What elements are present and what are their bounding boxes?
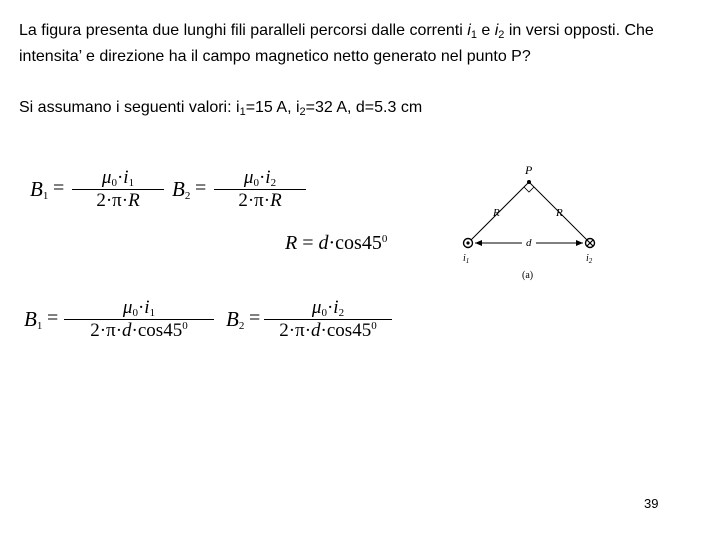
mu-subscript: 0	[111, 177, 117, 189]
d-symbol: d	[122, 320, 132, 341]
label-i1-sub: 1	[465, 257, 470, 265]
r-symbol: R	[270, 190, 282, 211]
formula-b2-r	[172, 167, 282, 217]
equals-sign: =	[53, 177, 65, 199]
problem-text-2: in versi opposti. Che intensita’ e direzione ha il campo magnetico netto generato nel punto P?	[19, 22, 654, 65]
formula-r-definition	[285, 232, 387, 255]
formula-b2-d	[226, 297, 396, 347]
fraction	[214, 167, 306, 212]
wire-diagram	[450, 160, 620, 285]
denominator	[264, 319, 392, 342]
fraction	[72, 167, 164, 212]
current-i1: i	[467, 22, 471, 39]
i-symbol: i	[333, 297, 339, 318]
two-pi: 2·π·	[238, 190, 271, 211]
b-symbol: B	[24, 307, 37, 331]
current-i1-sub: 1	[470, 29, 477, 41]
cos-term: ·cos45	[131, 320, 183, 341]
two-pi: 2·π·	[279, 320, 312, 341]
b-subscript: 2	[238, 320, 245, 332]
numerator	[214, 167, 306, 189]
point-p	[527, 180, 531, 184]
current-i2: i	[494, 22, 499, 39]
equals-sign: =	[195, 177, 207, 199]
numerator	[264, 297, 392, 319]
i-subscript: 1	[149, 307, 156, 319]
denominator	[64, 319, 214, 342]
degree-mark: 0	[371, 320, 377, 332]
dot: ·	[258, 167, 266, 188]
d-symbol: d	[311, 320, 321, 341]
i-symbol: i	[144, 297, 150, 318]
wire-2	[586, 239, 595, 248]
page-number: 39	[644, 496, 659, 511]
i-symbol: i	[123, 167, 129, 188]
dot: ·	[137, 297, 145, 318]
label-i2	[586, 253, 593, 265]
denominator	[72, 189, 164, 212]
mu-symbol: μ	[311, 297, 322, 318]
label-i1	[463, 253, 469, 265]
mu-symbol: μ	[122, 297, 133, 318]
fraction	[264, 297, 392, 342]
i-symbol: i	[265, 167, 271, 188]
denominator	[214, 189, 306, 212]
values-i2-sub: 2	[299, 106, 306, 118]
equals-sign: =	[249, 307, 261, 329]
mu-subscript: 0	[321, 307, 327, 319]
b-subscript: 1	[42, 190, 49, 202]
given-values	[19, 97, 422, 123]
formula-b1-d	[24, 297, 194, 347]
r-symbol: R	[128, 190, 140, 211]
label-i1-var: i	[463, 253, 466, 264]
values-prefix: Si assumano i seguenti valori: i	[19, 99, 240, 116]
label-i2-var: i	[586, 253, 589, 264]
fraction	[64, 297, 214, 342]
equals-sign: =	[47, 307, 59, 329]
label-r-left: R	[493, 207, 500, 219]
b-symbol: B	[226, 307, 239, 331]
degree-mark: 0	[182, 320, 188, 332]
values-i1-rest: =15 A, i	[245, 99, 300, 116]
values-i2-rest: =32 A, d=5.3 cm	[305, 99, 423, 116]
equals-sign: =	[302, 232, 314, 254]
i-subscript: 2	[270, 177, 277, 189]
mu-subscript: 0	[253, 177, 259, 189]
b-subscript: 1	[36, 320, 43, 332]
b-symbol: B	[30, 177, 43, 201]
dot: ·	[326, 297, 334, 318]
cos-term: ·cos45	[320, 320, 372, 341]
label-d: d	[526, 237, 532, 249]
label-p: P	[525, 163, 533, 177]
mu-symbol: μ	[243, 167, 254, 188]
problem-statement	[19, 20, 699, 68]
problem-text-1: La figura presenta due lunghi fili paralleli percorsi dalle correnti	[19, 22, 468, 39]
mu-symbol: μ	[101, 167, 112, 188]
i-subscript: 2	[338, 307, 345, 319]
numerator	[64, 297, 214, 319]
wire-1	[464, 239, 473, 248]
label-r-right: R	[556, 207, 563, 219]
values-i1-sub: 1	[239, 106, 246, 118]
caption: (a)	[522, 270, 534, 281]
two-pi: 2·π·	[96, 190, 129, 211]
current-i2-sub: 2	[498, 29, 505, 41]
degree-mark: 0	[381, 233, 388, 245]
label-i2-sub: 2	[588, 257, 593, 265]
mu-subscript: 0	[132, 307, 138, 319]
numerator	[72, 167, 164, 189]
b-symbol: B	[172, 177, 185, 201]
two-pi: 2·π·	[90, 320, 123, 341]
right-angle-mark	[524, 187, 534, 192]
r-symbol: R	[285, 232, 298, 254]
problem-and: e	[476, 22, 495, 39]
b-subscript: 2	[184, 190, 191, 202]
dot: ·	[116, 167, 124, 188]
i-subscript: 1	[128, 177, 135, 189]
d-symbol: d	[318, 232, 329, 254]
formula-b1-r	[30, 167, 140, 217]
cos-term: ·cos45	[328, 232, 382, 254]
